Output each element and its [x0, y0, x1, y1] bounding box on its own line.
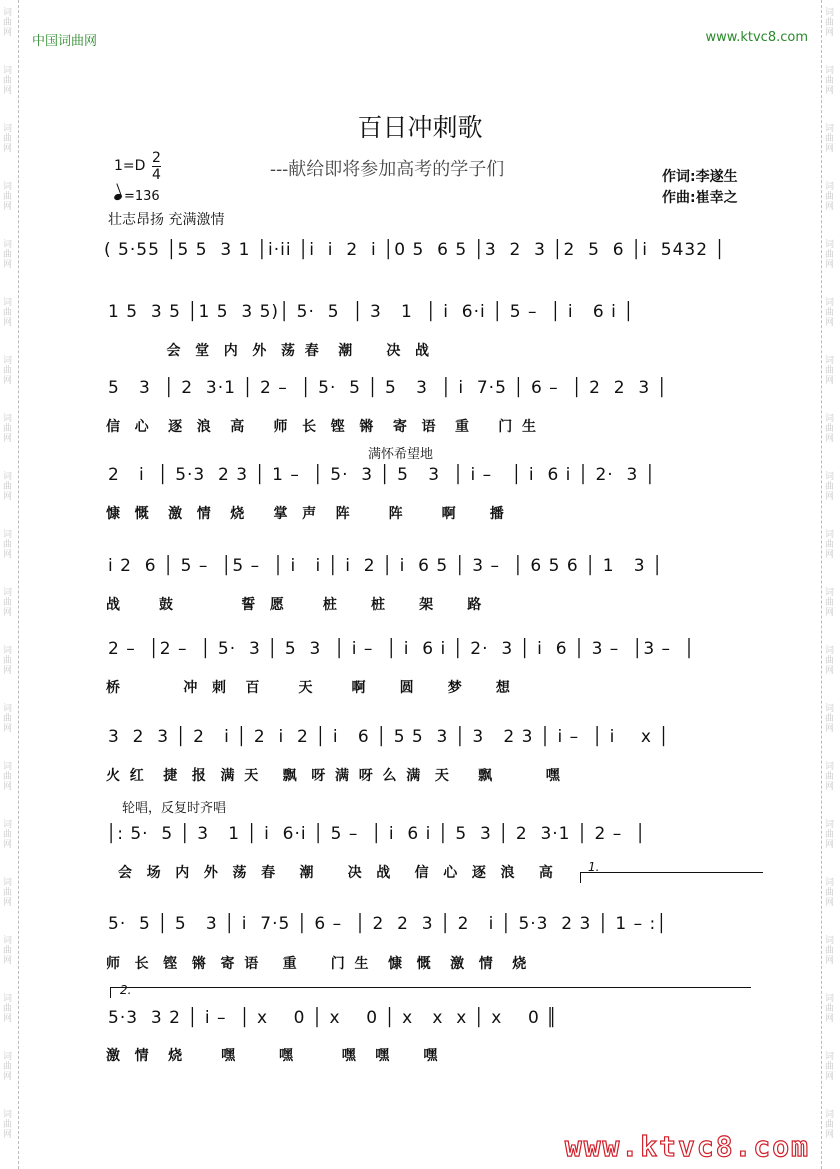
score-line-6: 2 – │2 – │ 5· 3 │ 5 3 │ i – │ i 6 i │ 2· 3 │ i 6 │ 3 – │3 – │	[108, 639, 696, 659]
side-watermark-text: 词曲网	[3, 414, 13, 444]
key-signature: 1=D	[114, 158, 146, 174]
lyric-line-2: 会 堂 内 外 荡 春 潮 决 战	[108, 343, 429, 359]
side-watermark-text: 词曲网	[825, 8, 835, 38]
side-watermark-text: 词曲网	[825, 994, 835, 1024]
lyric-line-4: 慷 慨 激 情 烧 掌 声 阵 阵 啊 播	[106, 506, 504, 522]
side-watermark-text: 词曲网	[825, 182, 835, 212]
side-watermark-text: 词曲网	[3, 530, 13, 560]
expression-marking: 壮志昂扬 充满激情	[108, 212, 225, 228]
side-watermark-text: 词曲网	[825, 878, 835, 908]
side-watermark-text: 词曲网	[3, 704, 13, 734]
site-name-left: 中国词曲网	[32, 34, 98, 49]
score-line-1: ( 5·55 │5 5 3 1 │i·ii │i i 2 i │0 5 6 5 │3 2 3 │2 5 6 │i 5432 │	[104, 240, 726, 260]
footer-watermark: www.ktvc8.com	[564, 1130, 810, 1163]
hope-marking: 满怀希望地	[368, 447, 434, 462]
side-watermark-text: 词曲网	[825, 472, 835, 502]
side-watermark-text: 词曲网	[3, 878, 13, 908]
side-watermark-text: 词曲网	[825, 1052, 835, 1082]
volta-1-label: 1.	[588, 860, 600, 874]
right-watermark-strip	[821, 0, 840, 1169]
side-watermark-text: 词曲网	[825, 298, 835, 328]
lyric-line-7: 火 红 捷 报 满 天 飘 呀 满 呀 么 满 天 飘 嘿	[106, 768, 560, 784]
volta-1-bracket	[580, 872, 763, 883]
side-watermark-text: 词曲网	[825, 414, 835, 444]
composer-credit: 作曲:崔幸之	[662, 190, 738, 206]
side-watermark-text: 词曲网	[825, 124, 835, 154]
side-watermark-text: 词曲网	[825, 646, 835, 676]
lyric-line-8: 会 场 内 外 荡 春 潮 决 战 信 心 逐 浪 高	[118, 865, 553, 881]
volta-2-bracket	[110, 987, 751, 998]
round-marking: 轮唱，反复时齐唱	[122, 801, 227, 816]
side-watermark-text: 词曲网	[3, 762, 13, 792]
side-watermark-text: 词曲网	[3, 936, 13, 966]
side-watermark-text: 词曲网	[825, 820, 835, 850]
side-watermark-text: 词曲网	[3, 588, 13, 618]
quarter-note-icon	[113, 193, 123, 201]
volta-2-label: 2.	[120, 983, 132, 997]
time-signature	[152, 150, 161, 183]
score-line-2: 1 5 3 5 │1 5 3 5)│ 5· 5 │ 3 1 │ i 6·i │ 5 – │ i 6 i │	[108, 302, 635, 322]
side-watermark-text: 词曲网	[825, 936, 835, 966]
lyricist-credit: 作词:李遂生	[662, 169, 738, 185]
side-watermark-text: 词曲网	[3, 994, 13, 1024]
time-denominator: 4	[152, 167, 161, 183]
song-subtitle: ---献给即将参加高考的学子们	[270, 159, 505, 180]
side-watermark-text: 词曲网	[3, 124, 13, 154]
side-watermark-text: 词曲网	[3, 1110, 13, 1140]
side-watermark-text: 词曲网	[3, 240, 13, 270]
tempo-marking	[114, 189, 160, 204]
site-url-right: www.ktvc8.com	[705, 30, 808, 45]
song-title: 百日冲刺歌	[357, 113, 483, 142]
side-watermark-text: 词曲网	[3, 356, 13, 386]
score-line-5: i 2 6 │ 5 – │5 – │ i i │ i 2 │ i 6 5 │ 3 – │ 6 5 6 │ 1 3 │	[108, 556, 664, 576]
side-watermark-text: 词曲网	[825, 588, 835, 618]
side-watermark-text: 词曲网	[825, 66, 835, 96]
side-watermark-text: 词曲网	[3, 298, 13, 328]
side-watermark-text: 词曲网	[825, 240, 835, 270]
side-watermark-text: 词曲网	[825, 356, 835, 386]
side-watermark-text: 词曲网	[3, 472, 13, 502]
side-watermark-text: 词曲网	[825, 1110, 835, 1140]
lyric-line-10: 激 情 烧 嘿 嘿 嘿 嘿 嘿	[106, 1048, 438, 1064]
lyric-line-6: 桥 冲 刺 百 天 啊 圆 梦 想	[106, 680, 510, 696]
score-line-10: 5·3 3 2 │ i – │ x 0 │ x 0 │ x x x │ x 0 ║	[108, 1008, 558, 1028]
side-watermark-text: 词曲网	[825, 762, 835, 792]
side-watermark-text: 词曲网	[3, 820, 13, 850]
side-watermark-text: 词曲网	[3, 1052, 13, 1082]
left-watermark-strip	[0, 0, 19, 1169]
lyric-line-5: 战 鼓 誓 愿 桩 桩 架 路	[106, 597, 482, 613]
score-line-3: 5 3 │ 2 3·1 │ 2 – │ 5· 5 │ 5 3 │ i 7·5 │ 6 – │ 2 2 3 │	[108, 378, 668, 398]
score-line-8: │: 5· 5 │ 3 1 │ i 6·i │ 5 – │ i 6 i │ 5 3 │ 2 3·1 │ 2 – │	[106, 824, 647, 844]
side-watermark-text: 词曲网	[3, 66, 13, 96]
score-line-9: 5· 5 │ 5 3 │ i 7·5 │ 6 – │ 2 2 3 │ 2 i │ 5·3 2 3 │ 1 – :│	[108, 914, 668, 934]
time-numerator: 2	[152, 150, 161, 166]
score-line-4: 2 i │ 5·3 2 3 │ 1 – │ 5· 3 │ 5 3 │ i – │ i 6 i │ 2· 3 │	[108, 465, 656, 485]
side-watermark-text: 词曲网	[825, 530, 835, 560]
side-watermark-text: 词曲网	[3, 182, 13, 212]
lyric-line-9: 师 长 铿 锵 寄 语 重 门 生 慷 慨 激 情 烧	[106, 956, 527, 972]
side-watermark-text: 词曲网	[825, 704, 835, 734]
lyric-line-3: 信 心 逐 浪 高 师 长 铿 锵 寄 语 重 门 生	[106, 419, 536, 435]
tempo-value: =136	[124, 189, 160, 204]
side-watermark-text: 词曲网	[3, 8, 13, 38]
side-watermark-text: 词曲网	[3, 646, 13, 676]
score-line-7: 3 2 3 │ 2 i │ 2 i 2 │ i 6 │ 5 5 3 │ 3 2 3 │ i – │ i x │	[108, 727, 670, 747]
